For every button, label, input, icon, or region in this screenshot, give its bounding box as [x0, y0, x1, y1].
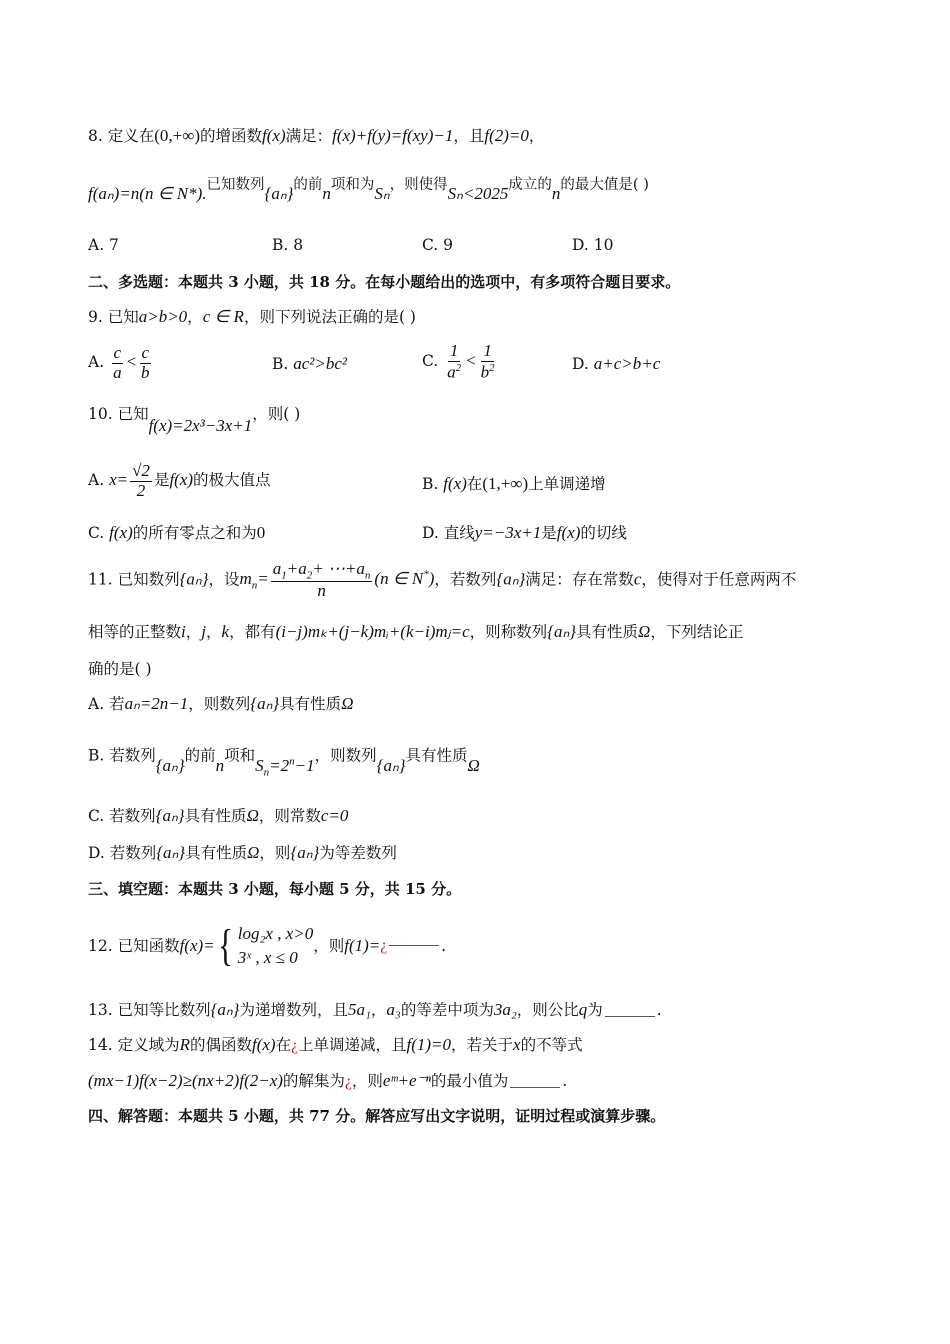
q14-text: 上单调递减，且: [297, 1036, 407, 1054]
q8-option-a[interactable]: A. 7: [88, 236, 119, 254]
q11-option-expr: aₙ=2n−1: [124, 694, 189, 713]
section-fill-in-header: 三、填空题：本题共 3 小题，每小题 5 分，共 15 分。: [88, 880, 462, 898]
q9-condition: c ∈ R: [202, 307, 244, 326]
q9-option-a[interactable]: A. $\frac{c}{a}$ < $\frac{c}{b}$: [88, 343, 150, 382]
q13-ratio: q: [578, 1000, 588, 1019]
q8-text: 的最大值是( ): [560, 177, 649, 193]
q10-option-d[interactable]: [422, 523, 627, 543]
q11-text: A. 若: [88, 695, 125, 713]
q13-text: 13. 已知等比数列: [88, 1001, 211, 1019]
q11-seq: {aₙ}: [179, 569, 209, 589]
q11-condition: (i−j)mₖ+(j−k)mᵢ+(k−i)mⱼ=c: [275, 622, 470, 641]
q14-text: ，则: [351, 1072, 383, 1090]
q11-option-b[interactable]: B. 若数列{aₙ}的前n项和$S_n=2^n-1$，则数列{aₙ}具有性质Ω: [88, 746, 480, 779]
q12-text: ，则: [313, 936, 345, 955]
q11-text: 的前: [184, 746, 216, 765]
q8-text: ，: [528, 127, 545, 145]
q9-text: 9. 已知: [88, 308, 139, 326]
q13-term: 3a₂: [493, 1000, 517, 1019]
q8-sn: Sₙ: [374, 184, 390, 203]
q14-text: 的偶函数: [189, 1036, 252, 1054]
q11-omega: Ω: [341, 694, 354, 713]
q11-text: 具有性质: [279, 695, 342, 713]
q12-case: 3ˣ , x ≤ 0: [237, 947, 298, 967]
q11-option-d[interactable]: [88, 843, 397, 863]
q8-option-c[interactable]: C. 9: [422, 236, 454, 254]
q8-line2: [88, 177, 910, 204]
q10-value: 0: [256, 523, 266, 542]
fraction: $\frac{√2}{2}$: [132, 461, 150, 500]
q14-expr: eᵐ+e⁻ⁿ: [382, 1071, 431, 1090]
q10-text: 的所有零点之和为: [132, 524, 257, 542]
q14-text: 在: [275, 1036, 292, 1054]
q11-omega: Ω: [467, 755, 480, 775]
q11-text: 满足：存在常数: [525, 570, 634, 589]
q8-option-b[interactable]: B. 8: [272, 236, 304, 254]
q11-option-expr: c=0: [320, 806, 349, 825]
q14-f1: f(1)=0: [406, 1035, 452, 1054]
q10-option-b[interactable]: [422, 474, 606, 494]
q14-domain: R: [179, 1035, 190, 1054]
q11-seq: {aₙ}: [496, 569, 526, 589]
q8-condition: f(2)=0: [484, 126, 529, 145]
q10-text: 10. 已知: [88, 405, 149, 423]
q9-option-d[interactable]: [572, 354, 660, 374]
q13-term: a₃: [386, 1000, 401, 1019]
q11-text: ，则数列: [188, 695, 251, 713]
q11-text: B. 若数列: [88, 746, 156, 765]
q9-option-expr: a+c>b+c: [593, 354, 661, 373]
q14-glyph: ¿: [344, 1073, 352, 1090]
answer-blank[interactable]: [510, 1087, 560, 1088]
q11-text: 为等差数列: [319, 844, 397, 862]
q11-text: ，都有: [229, 623, 276, 641]
q12-stem: [88, 922, 910, 970]
q11-text: C. 若数列: [88, 807, 156, 825]
q11-text: 具有性质: [405, 746, 468, 765]
q11-seq: {aₙ}: [155, 806, 185, 825]
q14-text: 的解集为: [282, 1072, 345, 1090]
q14-text: 14. 定义域为: [88, 1036, 180, 1054]
q8-text: ，则使得: [389, 177, 448, 193]
q10-stem: [88, 404, 910, 435]
q9-option-label: D.: [572, 355, 589, 373]
q11-text: 相等的正整数: [88, 623, 182, 641]
q14-text: 的不等式: [520, 1036, 583, 1054]
piecewise-cases: [238, 922, 313, 970]
q10-line: y=−3x+1: [474, 523, 542, 542]
q11-text: ，则称数列: [469, 623, 548, 641]
q9-text: ，则下列说法正确的是( ): [243, 308, 416, 326]
q13-text: 的等差中项为: [400, 1001, 494, 1019]
q13-stem: [88, 1000, 910, 1020]
q11-text: 项和: [224, 746, 256, 765]
section-solutions-header: 四、解答题：本题共 5 小题，共 77 分。解答应写出文字说明，证明过程或演算步骤。: [88, 1107, 666, 1125]
q13-text: .: [656, 1001, 662, 1019]
q11-text: ，: [185, 623, 202, 641]
q12-text: .: [441, 936, 447, 955]
q8-line1: [88, 126, 910, 146]
q10-option-label: A.: [88, 471, 105, 490]
q9-option-c[interactable]: C. $\frac{1}{a^2}$ < $\frac{1}{b^2}$: [422, 341, 495, 382]
q10-interval: (1,+∞): [482, 474, 529, 493]
q14-line2: [88, 1071, 910, 1092]
q11-text: 11. 已知数列: [88, 570, 180, 589]
q8-formula: f(aₙ)=n(n ∈ N*).: [88, 184, 207, 203]
q9-text: ，: [187, 308, 203, 326]
q11-seq: {aₙ}: [547, 622, 577, 641]
q14-text: ，若关于: [451, 1036, 514, 1054]
piecewise-brace: {: [217, 920, 233, 970]
q11-seq: {aₙ}: [290, 843, 320, 862]
q9-option-label: B.: [272, 355, 289, 373]
q14-fx: f(x): [251, 1035, 276, 1054]
q8-inequality: Sₙ<2025: [447, 184, 509, 203]
q8-text: 8. 定义在: [88, 127, 155, 145]
q11-text: 具有性质: [185, 844, 248, 862]
q14-text: .: [562, 1072, 568, 1090]
answer-blank[interactable]: [605, 1016, 655, 1017]
q10-fx: f(x): [169, 470, 194, 490]
q11-line2: 相等的正整数i，j，k，都有(i−j)mₖ+(j−k)mᵢ+(k−i)mⱼ=c，则称数列{aₙ}具有性质Ω，下列结论正: [88, 622, 744, 641]
q13-text: 为递增数列，且: [239, 1001, 348, 1019]
q11-seq: {aₙ}: [376, 755, 406, 775]
q11-text: ，: [206, 623, 222, 641]
q10-text: 上单调递增: [528, 475, 606, 493]
q8-seq: {aₙ}: [264, 184, 294, 203]
q11-text: ，则: [259, 844, 291, 862]
q11-line1: 11. 已知数列{aₙ}，设$m_n=$ $\frac{a_1+a_2+ \cdots+a_n}{n}$ (n ∈ N*)，若数列{aₙ}满足：存在常数c，使得对于任意两两不: [88, 559, 797, 601]
q11-text: ，则常数: [258, 807, 321, 825]
q11-seq: {aₙ}: [250, 694, 280, 713]
q10-option-label: D. 直线: [422, 524, 475, 542]
q12-f1: f(1)=: [344, 935, 381, 955]
q11-text: ，下列结论正: [650, 623, 744, 641]
q9-option-expr: ac²>bc²: [293, 354, 348, 373]
q8-option-d[interactable]: D. 10: [572, 236, 614, 254]
q11-option-a[interactable]: [88, 694, 353, 714]
q8-text: ，且: [453, 127, 485, 145]
fraction: $\frac{a_1+a_2+ \cdots+a_n}{n}$: [272, 559, 371, 601]
q10-option-a[interactable]: A. x= $\frac{√2}{2}$ 是f(x)的极大值点: [88, 461, 271, 500]
q11-text: ，若数列: [434, 570, 497, 589]
q11-line3: 确的是( ): [88, 660, 152, 678]
q10-text: 的切线: [580, 524, 627, 542]
q11-omega: Ω: [638, 622, 651, 641]
q11-text: ，使得对于任意两两不: [641, 570, 797, 589]
q8-domain: (0,+∞): [154, 126, 200, 145]
q9-option-label: A.: [88, 353, 105, 372]
q8-text: 的前: [293, 177, 323, 193]
q9-stem: [88, 307, 910, 327]
q8-fx: f(x): [262, 126, 286, 145]
q10-text: 在: [466, 475, 483, 493]
q9-condition: a>b>0: [138, 307, 188, 326]
q8-n: n: [322, 184, 331, 203]
fraction: $\frac{c}{b}$: [141, 343, 150, 382]
fraction: $\frac{1}{b^2}$: [480, 341, 495, 382]
fraction: $\frac{c}{a}$: [113, 343, 122, 382]
q12-text: 12. 已知函数: [88, 936, 180, 955]
q8-text: 的增函数: [200, 127, 263, 145]
answer-blank[interactable]: [389, 945, 439, 946]
section-multiple-choice-header: 二、多选题：本题共 3 小题，共 18 分。在每小题给出的选项中，有多项符合题目要求。: [88, 273, 681, 291]
q10-fx: f(x): [556, 523, 581, 542]
q9-option-label: C.: [422, 351, 439, 370]
q11-option-c[interactable]: [88, 806, 348, 826]
q14-var: x: [513, 1035, 521, 1054]
q11-omega: Ω: [246, 806, 259, 825]
q10-option-c[interactable]: [88, 523, 265, 543]
q10-option-label: B.: [422, 475, 439, 493]
q12-case: log₂x , x>0: [237, 924, 314, 943]
q14-text: 的最小值为: [430, 1072, 509, 1090]
q11-text: D. 若数列: [88, 844, 157, 862]
q10-text: 的极大值点: [193, 471, 271, 490]
q10-text: ，则( ): [252, 405, 301, 423]
q8-equation: f(x)+f(y)=f(xy)−1: [332, 126, 454, 145]
q10-fx: f(x): [443, 474, 467, 493]
fraction: $\frac{1}{a^2}$: [447, 341, 462, 382]
q13-term: 5a₁: [347, 1000, 371, 1019]
q11-text: ，则数列: [314, 746, 377, 765]
q14-inequality: (mx−1)f(x−2)≥(nx+2)f(2−x): [88, 1071, 283, 1090]
q9-option-b[interactable]: [272, 354, 347, 374]
q13-text: ，则公比: [516, 1001, 579, 1019]
q12-glyph: ¿: [380, 936, 388, 954]
q10-function: f(x)=2x³−3x+1: [148, 416, 253, 435]
q11-seq: {aₙ}: [156, 843, 186, 862]
q10-fx: f(x): [109, 523, 133, 542]
q11-omega: Ω: [247, 843, 260, 862]
q8-text: 成立的: [508, 177, 552, 193]
q11-text: 具有性质: [576, 623, 639, 641]
q11-text: 具有性质: [184, 807, 247, 825]
q10-text: 是: [541, 524, 557, 542]
q8-text: 项和为: [330, 177, 375, 193]
q14-line1: [88, 1035, 910, 1056]
q13-text: ，: [370, 1001, 387, 1019]
q11-text: ，设: [208, 570, 240, 589]
q12-fx: f(x)=: [179, 935, 215, 955]
q14-glyph: ¿: [291, 1037, 298, 1054]
q11-seq: {aₙ}: [155, 755, 185, 775]
q8-text: 满足：: [285, 127, 333, 145]
q10-option-label: C.: [88, 524, 105, 542]
q8-text: 已知数列: [206, 177, 265, 193]
q13-text: 为: [587, 1001, 603, 1019]
q8-n: n: [551, 184, 561, 203]
q10-text: 是: [153, 471, 170, 490]
q13-seq: {aₙ}: [210, 1000, 240, 1019]
